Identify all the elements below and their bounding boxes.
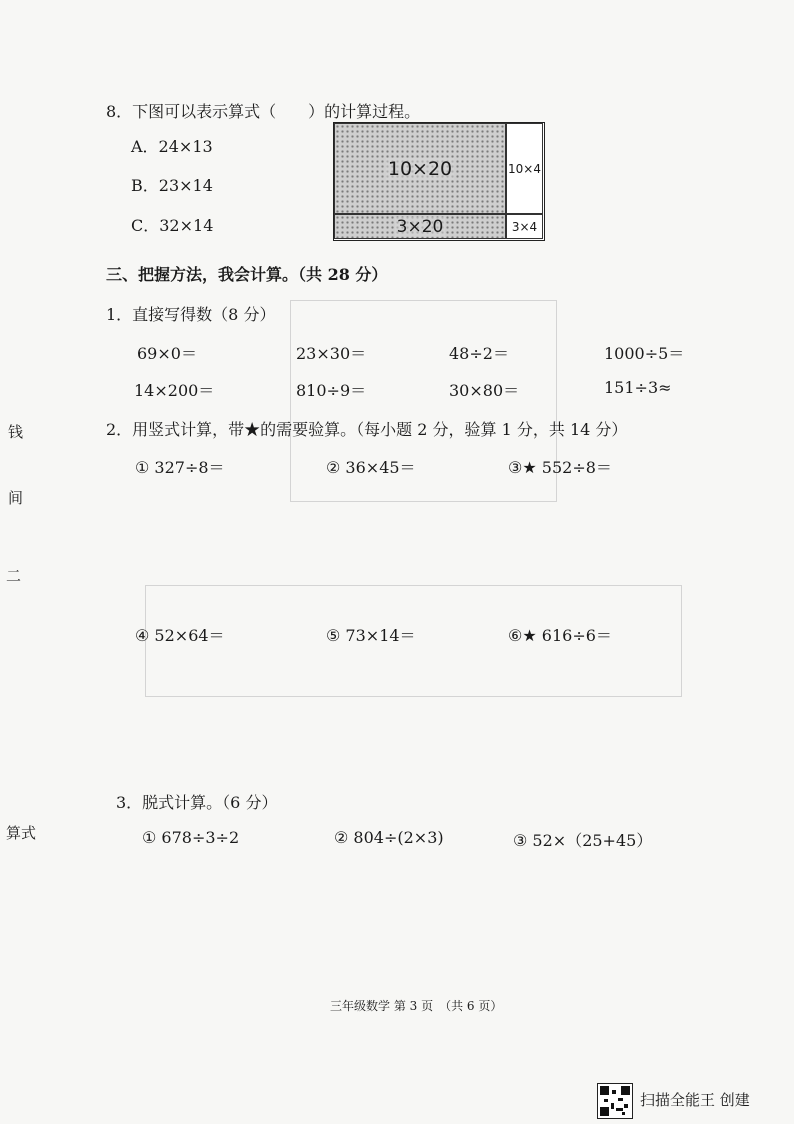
oral-calc-item: 69×0＝ — [137, 344, 197, 363]
oral-calc-item: 48÷2＝ — [449, 344, 509, 363]
part2-title: 2．用竖式计算，带★的需要验算。（每小题 2 分，验算 1 分，共 14 分） — [106, 420, 628, 439]
margin-fragment: 二 — [6, 567, 22, 585]
vertical-calc-item: ⑥★ 616÷6＝ — [508, 626, 612, 645]
bleed-through-text — [115, 530, 143, 550]
vertical-calc-item: ④ 52×64＝ — [135, 626, 225, 645]
margin-fragment: 算式 — [6, 824, 37, 842]
diagram-cell-br: 3×4 — [506, 214, 543, 239]
diagram-cell-bl: 3×20 — [334, 214, 506, 239]
stepwise-calc-item: ② 804÷(2×3) — [334, 828, 444, 847]
margin-fragment: 钱 — [8, 423, 24, 441]
q8-option-c[interactable]: C．32×14 — [131, 216, 214, 235]
q8-stem: 8．下图可以表示算式（ ）的计算过程。 — [106, 102, 421, 121]
oral-calc-item: 1000÷5＝ — [604, 344, 685, 363]
page-footer: 三年级数学 第 3 页 （共 6 页） — [330, 999, 503, 1013]
vertical-calc-item: ⑤ 73×14＝ — [326, 626, 416, 645]
stepwise-calc-item: ③ 52×（25+45） — [513, 831, 653, 850]
q8-option-b[interactable]: B．23×14 — [131, 176, 213, 195]
oral-calc-item: 810÷9＝ — [296, 381, 367, 400]
q8-option-a[interactable]: A．24×13 — [131, 137, 213, 156]
qr-code-icon — [597, 1083, 633, 1119]
oral-calc-item: 14×200＝ — [134, 381, 215, 400]
diagram-cell-tr: 10×4 — [506, 123, 543, 214]
part1-title: 1．直接写得数（8 分） — [106, 305, 276, 324]
vertical-calc-item: ① 327÷8＝ — [135, 458, 225, 477]
vertical-calc-item: ③★ 552÷8＝ — [508, 458, 612, 477]
vertical-calc-item: ② 36×45＝ — [326, 458, 416, 477]
part3-title: 3．脱式计算。（6 分） — [116, 793, 278, 812]
section-title: 三、把握方法，我会计算。（共 28 分） — [106, 265, 388, 284]
stepwise-calc-item: ① 678÷3÷2 — [142, 828, 240, 847]
oral-calc-item: 23×30＝ — [296, 344, 367, 363]
multiplication-area-diagram — [333, 122, 545, 241]
oral-calc-item: 151÷3≈ — [604, 378, 672, 397]
oral-calc-item: 30×80＝ — [449, 381, 520, 400]
diagram-cell-tl: 10×20 — [334, 123, 506, 214]
margin-fragment: 间 — [8, 489, 24, 507]
scanner-watermark: 扫描全能王 创建 — [640, 1091, 750, 1109]
